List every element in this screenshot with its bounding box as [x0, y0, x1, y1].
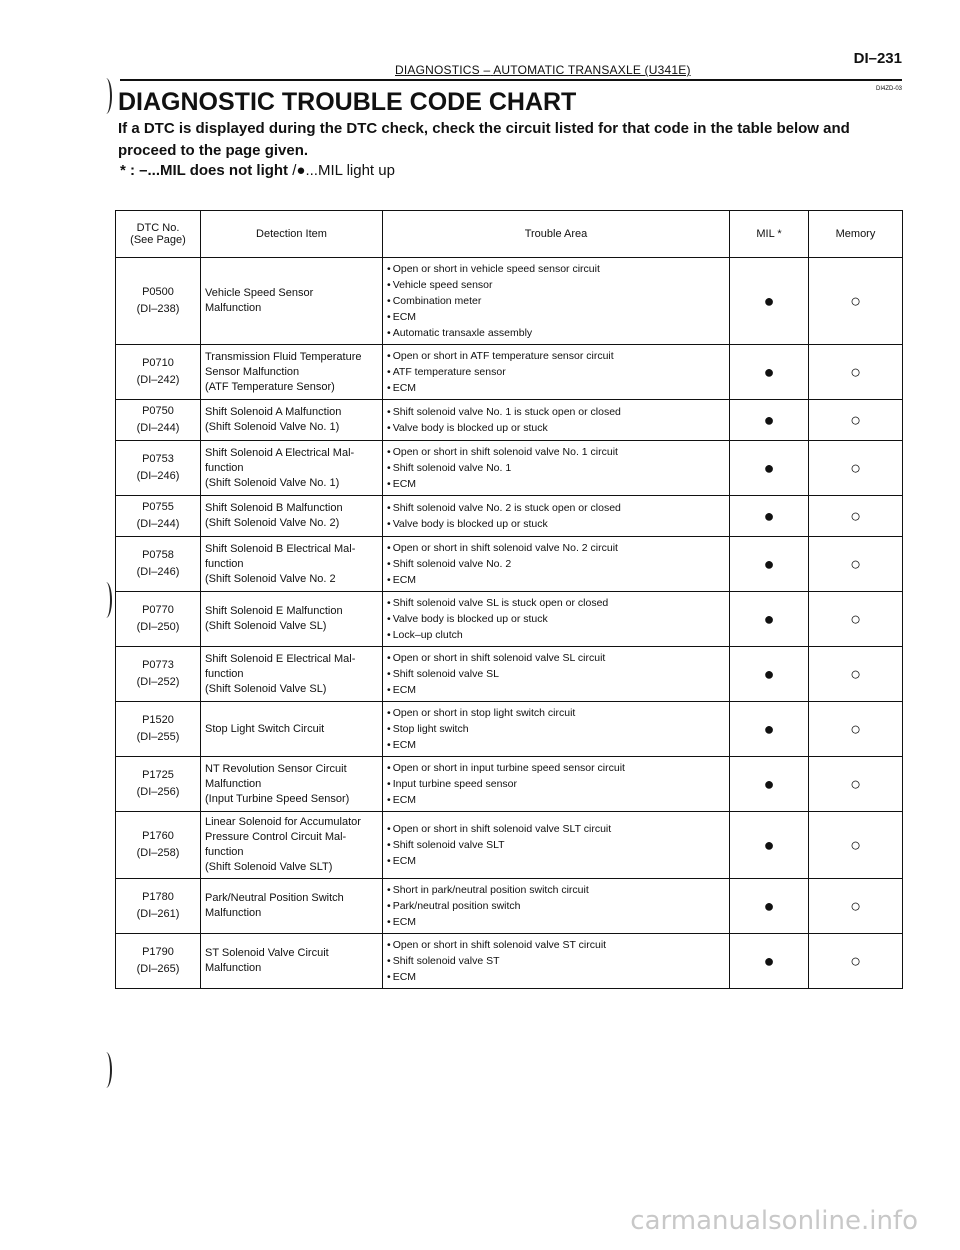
detection-item-line: Malfunction — [205, 907, 262, 919]
trouble-area-item: • Shift solenoid valve No. 2 is stuck open or closed — [387, 500, 725, 516]
dtc-page-ref: (DI–255) — [136, 731, 180, 743]
detection-item-line: Shift Solenoid E Malfunction — [205, 605, 343, 617]
trouble-area-cell — [383, 812, 730, 879]
dtc-cell — [116, 757, 201, 812]
detection-item-cell — [201, 647, 383, 702]
dtc-cell — [116, 345, 201, 400]
trouble-area-cell — [383, 441, 730, 496]
trouble-area-item: • ECM — [387, 853, 725, 869]
detection-item-cell — [201, 592, 383, 647]
header-separator: – — [483, 63, 491, 77]
detection-item-line: (Shift Solenoid Valve SL) — [205, 620, 327, 632]
table-row — [116, 757, 903, 812]
table-row — [116, 496, 903, 537]
dtc-code: P0753 — [142, 453, 174, 465]
trouble-area-item: • Input turbine speed sensor — [387, 776, 725, 792]
memory-indicator: ○ — [809, 702, 903, 757]
detection-item-line: Sensor Malfunction — [205, 365, 300, 378]
detection-item-line: NT Revolution Sensor Circuit — [205, 762, 347, 775]
trouble-area-cell — [383, 345, 730, 400]
binder-hole-mark — [100, 78, 112, 114]
table-row — [116, 812, 903, 879]
running-header — [120, 63, 902, 81]
dtc-page-ref: (DI–244) — [136, 518, 180, 530]
mil-indicator: ● — [730, 647, 809, 702]
memory-indicator: ○ — [809, 757, 903, 812]
mil-indicator: ● — [730, 757, 809, 812]
dtc-page-ref: (DI–242) — [136, 374, 180, 386]
memory-indicator: ○ — [809, 258, 903, 345]
dtc-cell — [116, 400, 201, 441]
mil-indicator: ● — [730, 496, 809, 537]
trouble-area-cell — [383, 592, 730, 647]
table-row — [116, 592, 903, 647]
trouble-area-cell — [383, 757, 730, 812]
detection-item-line: Shift Solenoid B Malfunction — [205, 502, 343, 514]
dtc-page-ref: (DI–250) — [136, 621, 180, 633]
detection-item-cell — [201, 496, 383, 537]
dtc-code: P1760 — [142, 830, 174, 842]
detection-item-line: Shift Solenoid A Malfunction — [205, 406, 342, 418]
trouble-area-cell — [383, 258, 730, 345]
header-subsection: AUTOMATIC TRANSAXLE (U341E) — [493, 63, 691, 77]
memory-indicator: ○ — [809, 647, 903, 702]
dtc-page-ref: (DI–258) — [136, 847, 180, 859]
detection-item-line: Malfunction — [205, 302, 262, 314]
memory-indicator: ○ — [809, 879, 903, 934]
table-row — [116, 441, 903, 496]
table-row — [116, 400, 903, 441]
table-row — [116, 537, 903, 592]
trouble-area-item: • Open or short in vehicle speed sensor circuit — [387, 261, 725, 277]
dtc-cell — [116, 496, 201, 537]
dtc-page-ref: (DI–238) — [136, 303, 180, 315]
trouble-area-item: • Valve body is blocked up or stuck — [387, 611, 725, 627]
trouble-area-item: • ECM — [387, 476, 725, 492]
trouble-area-item: • Shift solenoid valve No. 1 is stuck open or closed — [387, 404, 725, 420]
detection-item-line: function — [205, 557, 244, 570]
header-memory: Memory — [809, 211, 903, 258]
trouble-area-cell — [383, 400, 730, 441]
detection-item-line: (Shift Solenoid Valve No. 2 — [205, 572, 336, 585]
dtc-code: P1725 — [142, 769, 174, 781]
dtc-code: P1780 — [142, 891, 174, 903]
mil-indicator: ● — [730, 537, 809, 592]
header-dtc-no: DTC No. (See Page) — [116, 211, 201, 258]
dtc-code: P0750 — [142, 405, 174, 417]
trouble-area-item: • Shift solenoid valve No. 1 — [387, 460, 725, 476]
binder-hole-mark — [100, 1052, 112, 1088]
detection-item-line: (Shift Solenoid Valve No. 2) — [205, 517, 340, 529]
detection-item-line: (ATF Temperature Sensor) — [205, 380, 335, 393]
dtc-page-ref: (DI–261) — [136, 908, 180, 920]
detection-item-line: Shift Solenoid B Electrical Mal- — [205, 542, 356, 555]
trouble-area-cell — [383, 879, 730, 934]
mil-legend-note — [120, 162, 395, 179]
trouble-area-item: • Valve body is blocked up or stuck — [387, 516, 725, 532]
memory-indicator: ○ — [809, 537, 903, 592]
table-row — [116, 934, 903, 989]
table-row — [116, 879, 903, 934]
header-detection-item: Detection Item — [201, 211, 383, 258]
dtc-cell — [116, 537, 201, 592]
dtc-page-ref: (DI–246) — [136, 470, 180, 482]
header-section: DIAGNOSTICS — [395, 63, 480, 77]
trouble-area-item: • ECM — [387, 572, 725, 588]
trouble-area-item: • Stop light switch — [387, 721, 725, 737]
memory-indicator: ○ — [809, 441, 903, 496]
header-text — [395, 63, 691, 77]
dtc-cell — [116, 934, 201, 989]
dtc-page-ref: (DI–256) — [136, 786, 180, 798]
memory-indicator: ○ — [809, 592, 903, 647]
detection-item-cell — [201, 441, 383, 496]
trouble-area-item: • ECM — [387, 792, 725, 808]
detection-item-line: Linear Solenoid for Accumulator — [205, 816, 361, 828]
detection-item-line: Stop Light Switch Circuit — [205, 722, 325, 735]
trouble-area-item: • Open or short in shift solenoid valve SL circuit — [387, 650, 725, 666]
trouble-area-cell — [383, 647, 730, 702]
page-title: DIAGNOSTIC TROUBLE CODE CHART — [118, 88, 577, 116]
note-suffix: /●...MIL light up — [292, 162, 395, 179]
dtc-cell — [116, 702, 201, 757]
detection-item-line: (Input Turbine Speed Sensor) — [205, 792, 350, 805]
trouble-area-item: • Lock–up clutch — [387, 627, 725, 643]
trouble-area-item: • ECM — [387, 969, 725, 985]
detection-item-line: ST Solenoid Valve Circuit — [205, 947, 329, 959]
dtc-page-ref: (DI–246) — [136, 566, 180, 578]
table-row — [116, 702, 903, 757]
memory-indicator: ○ — [809, 812, 903, 879]
trouble-area-item: • Short in park/neutral position switch circuit — [387, 882, 725, 898]
detection-item-line: Transmission Fluid Temperature — [205, 350, 362, 363]
trouble-area-item: • Shift solenoid valve SL — [387, 666, 725, 682]
mil-indicator: ● — [730, 345, 809, 400]
trouble-area-item: • ECM — [387, 914, 725, 930]
trouble-area-item: • Open or short in shift solenoid valve No. 1 circuit — [387, 444, 725, 460]
trouble-area-item: • Combination meter — [387, 293, 725, 309]
trouble-area-item: • ECM — [387, 682, 725, 698]
dtc-code: P0773 — [142, 659, 174, 671]
document-code-tag: DI4ZD-03 — [875, 86, 902, 92]
intro-paragraph: If a DTC is displayed during the DTC check, check the circuit listed for that code in the table below and proceed to the page given. — [118, 120, 850, 159]
note-prefix: * : –...MIL does not light — [120, 162, 289, 179]
detection-item-cell — [201, 258, 383, 345]
dtc-code: P1520 — [142, 714, 174, 726]
mil-indicator: ● — [730, 258, 809, 345]
trouble-area-item: • Open or short in ATF temperature sensor circuit — [387, 348, 725, 364]
mil-indicator: ● — [730, 441, 809, 496]
header-trouble-area: Trouble Area — [383, 211, 730, 258]
dtc-cell — [116, 647, 201, 702]
detection-item-line: (Shift Solenoid Valve SL) — [205, 682, 327, 695]
detection-item-cell — [201, 934, 383, 989]
detection-item-cell — [201, 537, 383, 592]
trouble-area-cell — [383, 702, 730, 757]
trouble-area-item: • Open or short in shift solenoid valve No. 2 circuit — [387, 540, 725, 556]
mil-indicator: ● — [730, 934, 809, 989]
detection-item-line: Malfunction — [205, 777, 262, 790]
mil-indicator: ● — [730, 592, 809, 647]
dtc-cell — [116, 258, 201, 345]
memory-indicator: ○ — [809, 496, 903, 537]
trouble-area-item: • Shift solenoid valve SLT — [387, 837, 725, 853]
dtc-code: P0755 — [142, 501, 174, 513]
dtc-code: P0770 — [142, 604, 174, 616]
trouble-area-item: • ECM — [387, 309, 725, 325]
dtc-cell — [116, 441, 201, 496]
trouble-area-item: • Shift solenoid valve SL is stuck open or closed — [387, 595, 725, 611]
dtc-code: P0710 — [142, 357, 174, 369]
trouble-area-item: • Open or short in input turbine speed sensor circuit — [387, 760, 725, 776]
detection-item-line: Vehicle Speed Sensor — [205, 287, 314, 299]
trouble-area-item: • Open or short in shift solenoid valve SLT circuit — [387, 821, 725, 837]
detection-item-line: function — [205, 846, 244, 858]
binder-hole-mark — [100, 582, 112, 618]
detection-item-line: function — [205, 461, 244, 474]
detection-item-line: (Shift Solenoid Valve SLT) — [205, 861, 333, 873]
table-header-row — [116, 211, 903, 258]
detection-item-line: Shift Solenoid A Electrical Mal- — [205, 446, 355, 459]
trouble-area-item: • Vehicle speed sensor — [387, 277, 725, 293]
detection-item-cell — [201, 702, 383, 757]
trouble-area-item: • Park/neutral position switch — [387, 898, 725, 914]
dtc-cell — [116, 592, 201, 647]
mil-indicator: ● — [730, 812, 809, 879]
mil-indicator: ● — [730, 879, 809, 934]
dtc-table — [115, 210, 903, 989]
detection-item-cell — [201, 400, 383, 441]
mil-indicator: ● — [730, 400, 809, 441]
detection-item-line: (Shift Solenoid Valve No. 1) — [205, 421, 340, 433]
watermark: carmanualsonline.info — [630, 1206, 918, 1236]
table-row — [116, 258, 903, 345]
dtc-page-ref: (DI–252) — [136, 676, 180, 688]
trouble-area-item: • Open or short in stop light switch circuit — [387, 705, 725, 721]
mil-indicator: ● — [730, 702, 809, 757]
trouble-area-cell — [383, 496, 730, 537]
trouble-area-item: • Valve body is blocked up or stuck — [387, 420, 725, 436]
detection-item-line: Pressure Control Circuit Mal- — [205, 831, 347, 843]
detection-item-cell — [201, 757, 383, 812]
trouble-area-item: • ECM — [387, 380, 725, 396]
table-row — [116, 345, 903, 400]
detection-item-cell — [201, 812, 383, 879]
dtc-code: P0758 — [142, 549, 174, 561]
memory-indicator: ○ — [809, 345, 903, 400]
trouble-area-cell — [383, 537, 730, 592]
dtc-page-ref: (DI–244) — [136, 422, 180, 434]
trouble-area-cell — [383, 934, 730, 989]
trouble-area-item: • Shift solenoid valve ST — [387, 953, 725, 969]
page-number: DI–231 — [853, 50, 902, 67]
memory-indicator: ○ — [809, 400, 903, 441]
trouble-area-item: • Automatic transaxle assembly — [387, 325, 725, 341]
dtc-cell — [116, 879, 201, 934]
detection-item-line: Shift Solenoid E Electrical Mal- — [205, 652, 356, 665]
memory-indicator: ○ — [809, 934, 903, 989]
detection-item-cell — [201, 345, 383, 400]
trouble-area-item: • ATF temperature sensor — [387, 364, 725, 380]
trouble-area-item: • ECM — [387, 737, 725, 753]
trouble-area-item: • Open or short in shift solenoid valve ST circuit — [387, 937, 725, 953]
detection-item-cell — [201, 879, 383, 934]
table-row — [116, 647, 903, 702]
dtc-code: P0500 — [142, 286, 174, 298]
trouble-area-item: • Shift solenoid valve No. 2 — [387, 556, 725, 572]
table-body — [116, 258, 903, 989]
detection-item-line: (Shift Solenoid Valve No. 1) — [205, 476, 340, 489]
header-mil: MIL * — [730, 211, 809, 258]
detection-item-line: Malfunction — [205, 962, 262, 974]
detection-item-line: Park/Neutral Position Switch — [205, 892, 344, 904]
dtc-code: P1790 — [142, 946, 174, 958]
detection-item-line: function — [205, 667, 244, 680]
dtc-page-ref: (DI–265) — [136, 963, 180, 975]
dtc-cell — [116, 812, 201, 879]
